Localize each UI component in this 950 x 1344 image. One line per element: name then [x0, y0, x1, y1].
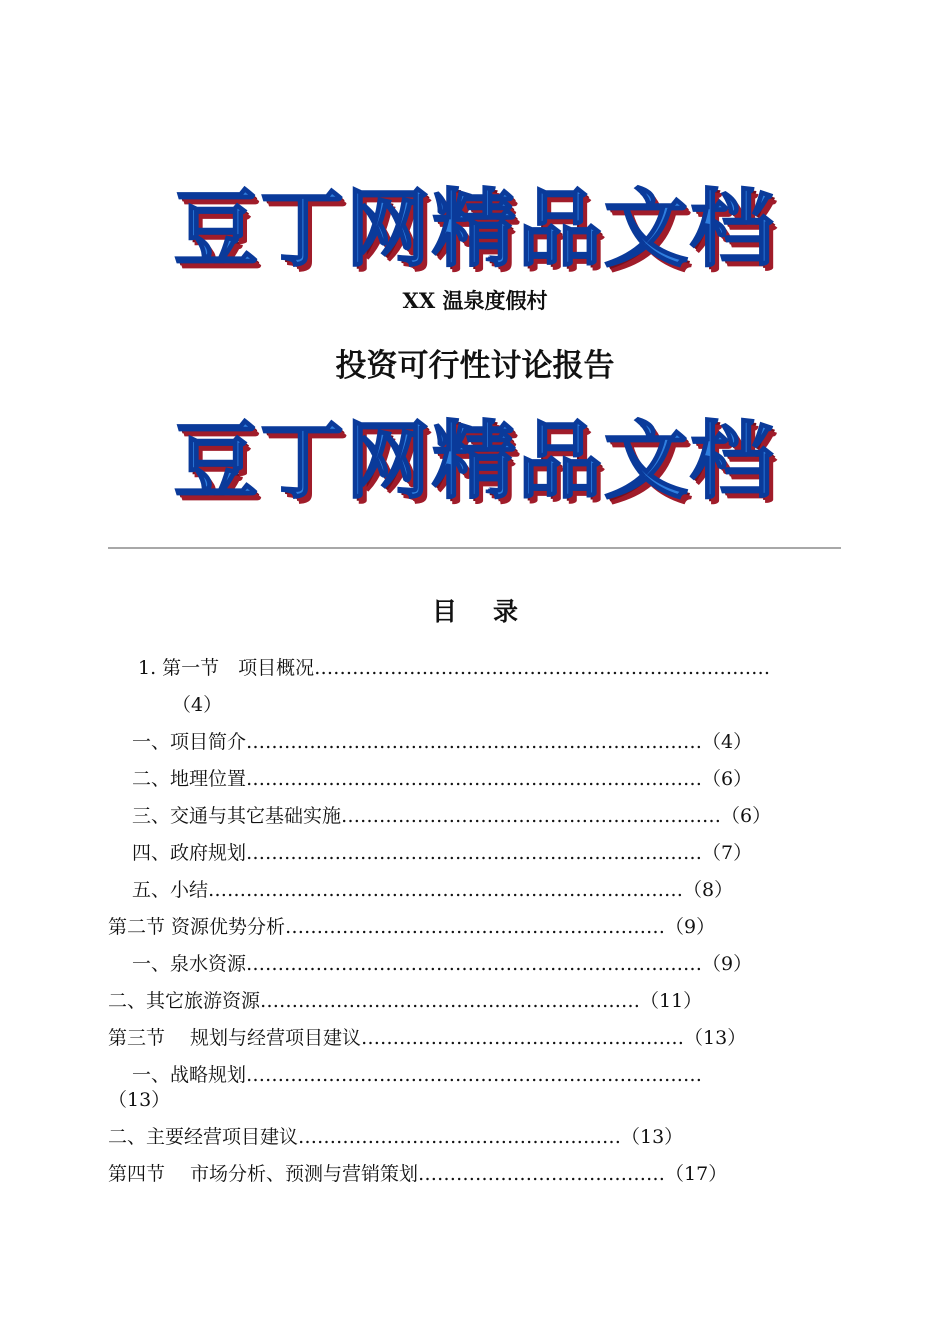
watermark-banner-top: 豆丁网精品文档: [173, 180, 776, 278]
toc-entry[interactable]: 第二节 资源优势分析……………………………………………………（9）: [108, 916, 716, 938]
toc-entry[interactable]: 1. 第一节 项目概况………………………………………………………………: [138, 657, 771, 679]
toc-heading: 目录: [431, 597, 554, 626]
toc-entry[interactable]: 一、项目简介………………………………………………………………（4）: [132, 731, 753, 753]
document-subtitle: XX 温泉度假村: [402, 288, 548, 313]
toc-entry[interactable]: 三、交通与其它基础实施……………………………………………………（6）: [132, 805, 772, 827]
toc-entry[interactable]: 一、战略规划………………………………………………………………: [132, 1064, 703, 1086]
toc-entry[interactable]: 第四节 市场分析、预测与营销策划…………………………………（17）: [108, 1163, 728, 1185]
watermark-banner-bottom: 豆丁网精品文档: [173, 412, 776, 510]
toc-entry[interactable]: 五、小结…………………………………………………………………（8）: [132, 879, 734, 901]
toc-entry[interactable]: 第三节 规划与经营项目建议……………………………………………（13）: [108, 1027, 747, 1049]
toc-entry-page[interactable]: （4）: [172, 694, 223, 716]
toc-entry[interactable]: 二、地理位置………………………………………………………………（6）: [132, 768, 753, 790]
toc-entry[interactable]: 一、泉水资源………………………………………………………………（9）: [132, 953, 753, 975]
toc-entry[interactable]: 二、其它旅游资源……………………………………………………（11）: [108, 990, 703, 1012]
toc-entry-page[interactable]: （13）: [108, 1089, 171, 1111]
toc-entry[interactable]: 四、政府规划………………………………………………………………（7）: [132, 842, 753, 864]
document-title: 投资可行性讨论报告: [335, 348, 615, 384]
section-divider: [108, 547, 841, 549]
toc-entry[interactable]: 二、主要经营项目建议……………………………………………（13）: [108, 1126, 684, 1148]
